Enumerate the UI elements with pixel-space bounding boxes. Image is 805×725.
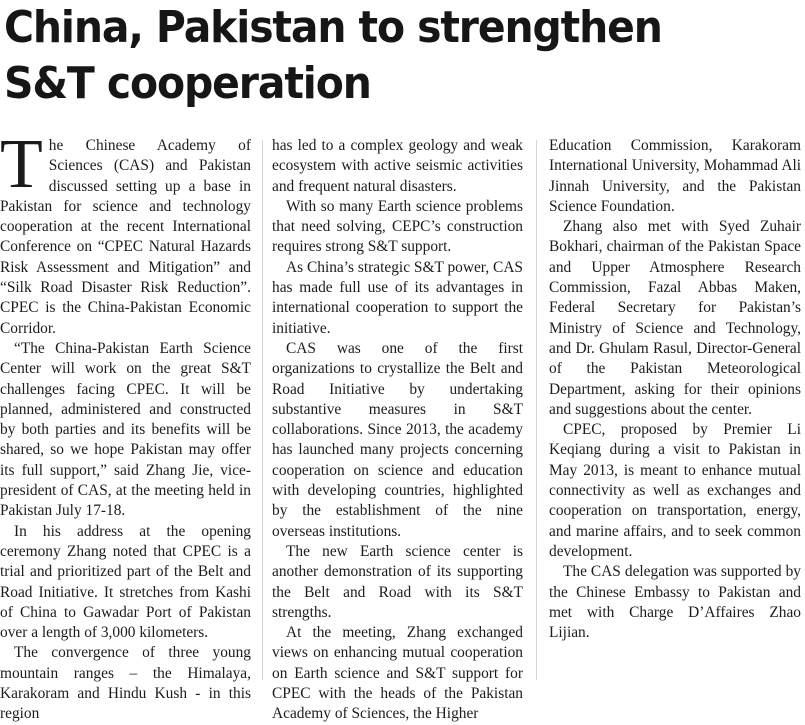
paragraph: CAS was one of the first organizations to crystallize the Belt and Road Initiative by undertaking substantive measures in S&T collaborations. Since 2013, the academy has launched many projects concerning cooperation on science and education with developing countries, highlighted by the establishment of the nine overseas institutions. — [272, 339, 523, 540]
paragraph: has led to a complex geology and weak ecosystem with active seismic activities and frequent natural disasters. — [272, 137, 523, 195]
paragraph: Education Commission, Karakoram International University, Mohammad Ali Jinnah University, and the Pakistan Science Foundation. — [549, 137, 801, 215]
lead-paragraph: The Chinese Academy of Sciences (CAS) and Pakistan discussed setting up a base in Pakistan for science and technology cooperation at the recent International Conference on “CPEC Natural Hazards Risk Assessment and Mitigation” and “Silk Road Disaster Risk Reduction”. CPEC is the China-Pakistan Economic Corridor. — [0, 126, 251, 337]
paragraph: The convergence of three young mountain ranges – the Himalaya, Karakoram and Hindu Kush - in this region — [0, 644, 251, 723]
article-column-2 — [272, 136, 523, 725]
headline: China, Pakistan to strengthen S&T cooperation — [4, 2, 662, 109]
paragraph: As China’s strategic S&T power, CAS has made full use of its advantages in international cooperation to support the initiative. — [272, 258, 523, 337]
paragraph: With so many Earth science problems that need solving, CEPC’s construction requires strong S&T support. — [272, 197, 523, 256]
column-divider — [536, 140, 537, 680]
paragraph: Zhang also met with Syed Zuhair Bokhari, chairman of the Pakistan Space and Upper Atmosphere Research Commission, Fazal Abbas Maken, Federal Secretary for Pakistan’s Ministry of Science and Technology, and Dr. Ghulam Rasul, Director-General of the Pakistan Meteorological Department, asking for their opinions and suggestions about the center. — [549, 218, 801, 418]
paragraph: In his address at the opening ceremony Zhang noted that CPEC is a trial and prioritized part of the Belt and Road Initiative. It stretches from Kashi of China to Gawadar Port of Pakistan over a length of 3,000 kilometers. — [0, 522, 251, 642]
article-column-1 — [0, 126, 251, 725]
article-column-3 — [549, 136, 801, 643]
paragraph: “The China-Pakistan Earth Science Center will work on the great S&T challenges facing CPEC. It will be planned, administered and constructed by both parties and its benefits will be shared, so we hope Pakistan may offer its full support,” said Zhang Jie, vice-president of CAS, at the meeting held in Pakistan July 17-18. — [0, 339, 251, 520]
paragraph: At the meeting, Zhang exchanged views on enhancing mutual cooperation on Earth science and S&T support for CPEC with the heads of the Pakistan Academy of Sciences, the Higher — [272, 624, 523, 723]
paragraph: CPEC, proposed by Premier Li Keqiang during a visit to Pakistan in May 2013, is meant to enhance mutual connectivity as well as exchanges and cooperation on transportation, energy, and marine affairs, and to seek common development. — [549, 421, 801, 560]
paragraph: The CAS delegation was supported by the Chinese Embassy to Pakistan and met with Charge D’Affaires Zhao Lijian. — [549, 563, 801, 642]
drop-cap: T — [0, 126, 43, 203]
column-divider — [262, 140, 263, 680]
paragraph: The new Earth science center is another demonstration of its supporting the Belt and Road with its S&T strengths. — [272, 542, 523, 621]
